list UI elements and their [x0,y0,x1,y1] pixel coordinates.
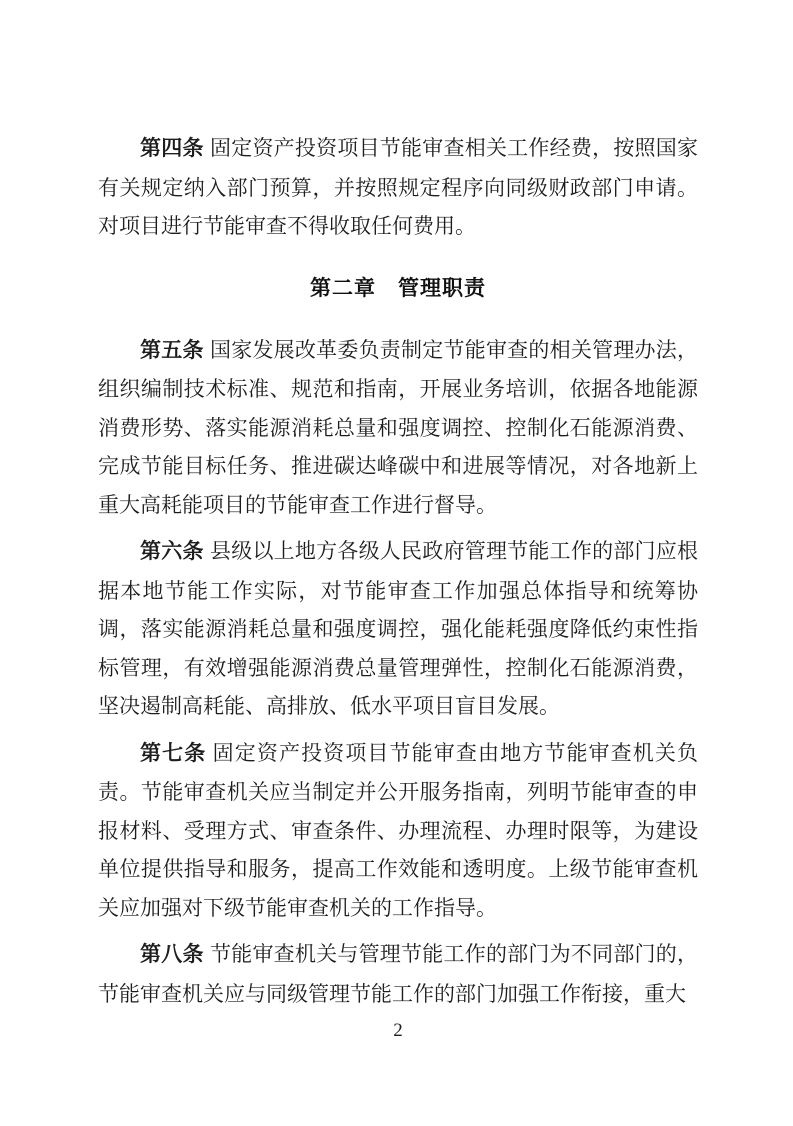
article-8-text: 节能审查机关与管理节能工作的部门为不同部门的，节能审查机关应与同级管理节能工作的部门加强工作衔接，重大 [98,942,699,1006]
article-5-paragraph [98,331,698,525]
article-4-text: 固定资产投资项目节能审查相关工作经费，按照国家有关规定纳入部门预算，并按照规定程序向同级财政部门申请。对项目进行节能审查不得收取任何费用。 [98,136,699,238]
article-5-text: 国家发展改革委负责制定节能审查的相关管理办法，组织编制技术标准、规范和指南，开展业务培训，依据各地能源消费形势、落实能源消耗总量和强度调控、控制化石能源消费、完成节能目标任务、推进碳达峰碳中和进展等情况，对各地新上重大高耗能项目的节能审查工作进行督导。 [98,337,699,517]
article-6-label: 第六条 [140,540,204,563]
article-5-label: 第五条 [140,338,204,362]
article-8-paragraph [98,935,698,1013]
article-8-label: 第八条 [140,943,204,966]
article-7-text: 固定资产投资项目节能审查由地方节能审查机关负责。节能审查机关应当制定并公开服务指南，列明节能审查的申报材料、受理方式、审查条件、办理流程、办理时限等，为建设单位提供指导和服务，提高工作效能和透明度。上级节能审查机关应加强对下级节能审查机关的工作指导。 [98,740,699,920]
article-7-paragraph [98,734,698,928]
article-4-label: 第四条 [140,137,204,160]
article-6-paragraph [98,532,698,726]
article-4-paragraph [98,129,698,246]
document-body [98,129,698,1043]
article-7-label: 第七条 [140,741,207,765]
page-number: 2 [393,1020,403,1041]
article-6-text: 县级以上地方各级人民政府管理节能工作的部门应根据本地节能工作实际，对节能审查工作加强总体指导和统筹协调，落实能源消耗总量和强度调控，强化能耗强度降低约束性指标管理，有效增强能源消费总量管理弹性，控制化石能源消费，坚决遏制高耗能、高排放、低水平项目盲目发展。 [98,539,699,718]
chapter-2-heading: 第二章 管理职责 [310,276,486,300]
